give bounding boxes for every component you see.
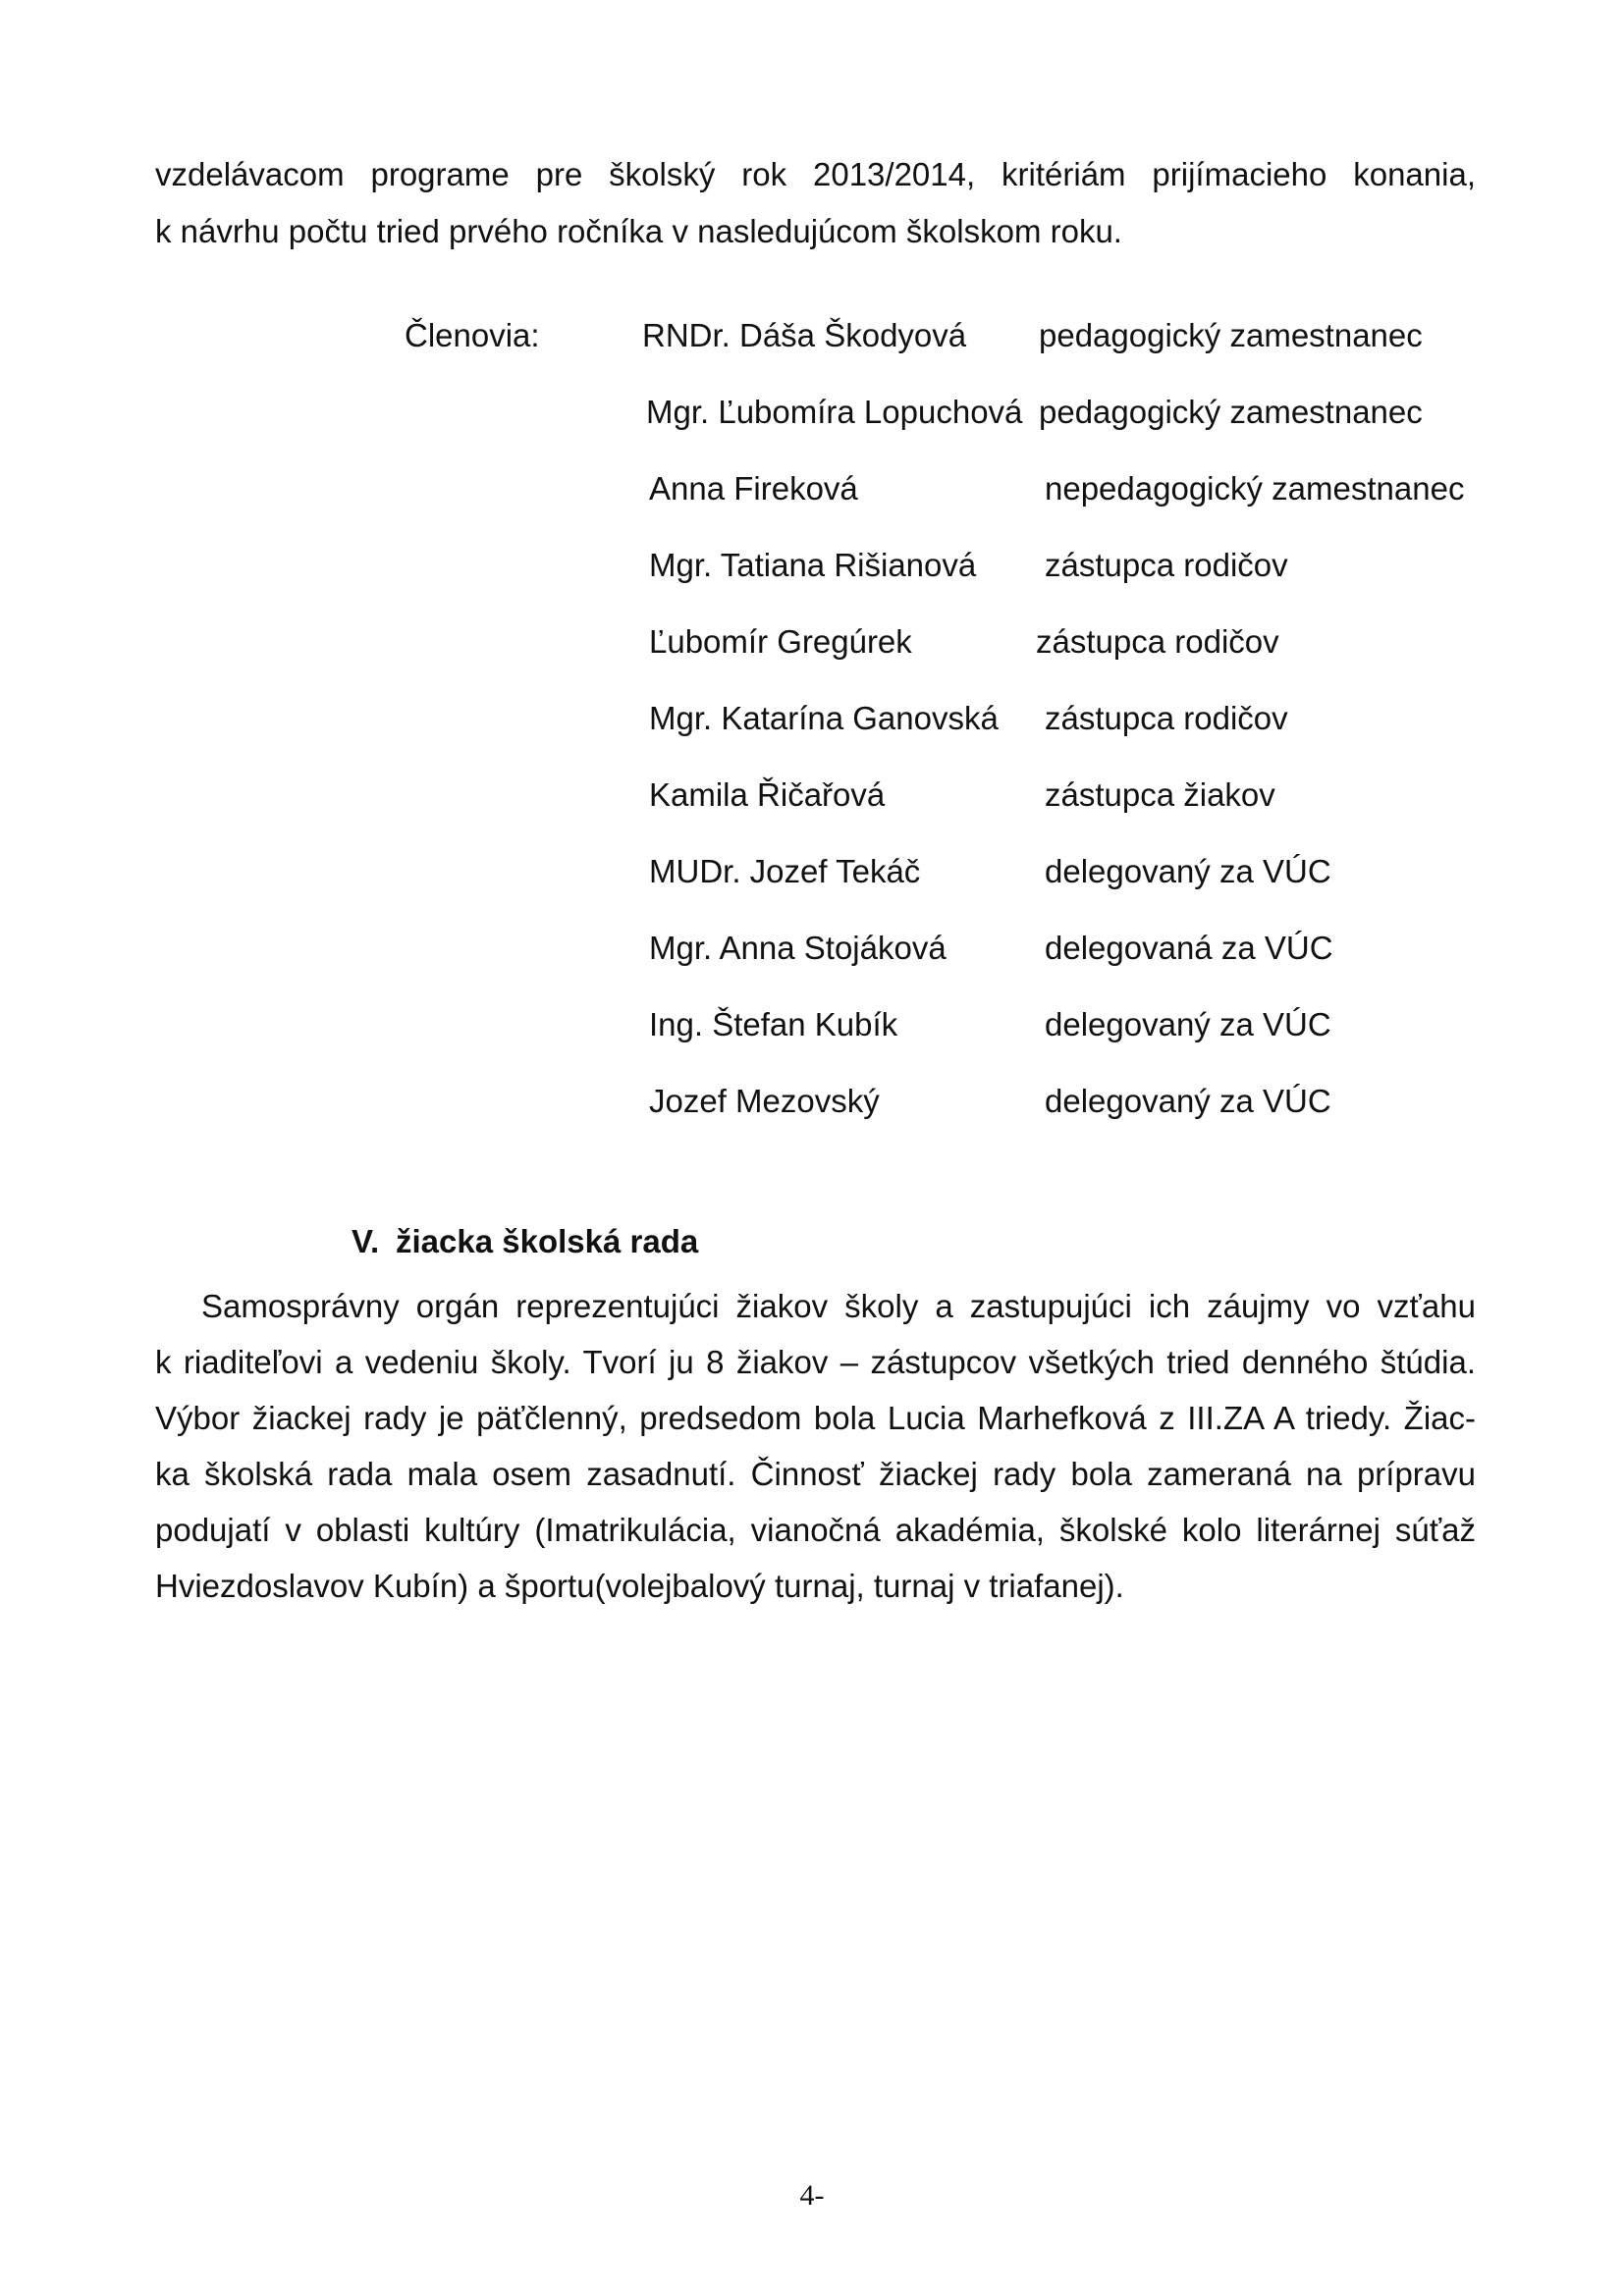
member-name: Mgr. Tatiana Rišianová [649, 547, 977, 583]
member-role: zástupca žiakov [1045, 776, 1275, 813]
section-line-4: ka školská rada mala osem zasadnutí. Činnosť žiackej rady bola zameraná na prípravu [155, 1456, 1476, 1492]
member-role: delegovaná za VÚC [1045, 930, 1333, 966]
intro-line-2: k návrhu počtu tried prvého ročníka v nasledujúcom školskom roku. [155, 213, 1122, 249]
member-name: Jozef Mezovský [649, 1083, 880, 1119]
member-name: Mgr. Ľubomíra Lopuchová [646, 394, 1023, 430]
member-name: Ľubomír Gregúrek [649, 623, 912, 660]
member-role: delegovaný za VÚC [1045, 853, 1331, 889]
section-line-5: podujatí v oblasti kultúry (Imatrikulácia, vianočná akadémia, školské kolo literárnej súťaž [155, 1512, 1476, 1548]
member-role: pedagogický zamestnanec [1039, 317, 1423, 353]
section-line-2: k riaditeľovi a vedeniu školy. Tvorí ju 8 žiakov – zástupcov všetkých tried denného štúdia. [155, 1344, 1476, 1380]
member-role: delegovaný za VÚC [1045, 1083, 1331, 1119]
member-name: Ing. Štefan Kubík [649, 1006, 898, 1042]
member-role: zástupca rodičov [1045, 547, 1288, 583]
intro-line-1: vzdelávacom programe pre školský rok 2013/2014, kritériám prijímacieho konania, [155, 156, 1476, 192]
section-line-3: Výbor žiackej rady je päťčlenný, predsedom bola Lucia Marhefková z III.ZA A triedy. Žiac- [155, 1400, 1476, 1436]
page-number: 4- [799, 2179, 825, 2212]
members-label: Členovia: [405, 317, 540, 353]
member-role: delegovaný za VÚC [1045, 1006, 1331, 1042]
member-role: pedagogický zamestnanec [1039, 394, 1423, 430]
section-number: V. [352, 1223, 380, 1259]
section-title: žiacka školská rada [396, 1223, 699, 1259]
member-name: MUDr. Jozef Tekáč [649, 853, 921, 889]
member-name: Kamila Řičařová [649, 776, 886, 813]
section-heading [352, 1222, 698, 1261]
member-role: zástupca rodičov [1036, 623, 1279, 660]
member-role: zástupca rodičov [1045, 700, 1288, 736]
section-line-1: Samosprávny orgán reprezentujúci žiakov školy a zastupujúci ich záujmy vo vzťahu [201, 1288, 1476, 1324]
section-line-6: Hviezdoslavov Kubín) a športu(volejbalový turnaj, turnaj v triafanej). [155, 1568, 1124, 1604]
member-role: nepedagogický zamestnanec [1045, 470, 1465, 507]
member-name: Mgr. Anna Stojáková [649, 930, 947, 966]
member-name: Mgr. Katarína Ganovská [649, 700, 999, 736]
member-name: Anna Fireková [649, 470, 858, 507]
member-name: RNDr. Dáša Škodyová [642, 317, 967, 353]
